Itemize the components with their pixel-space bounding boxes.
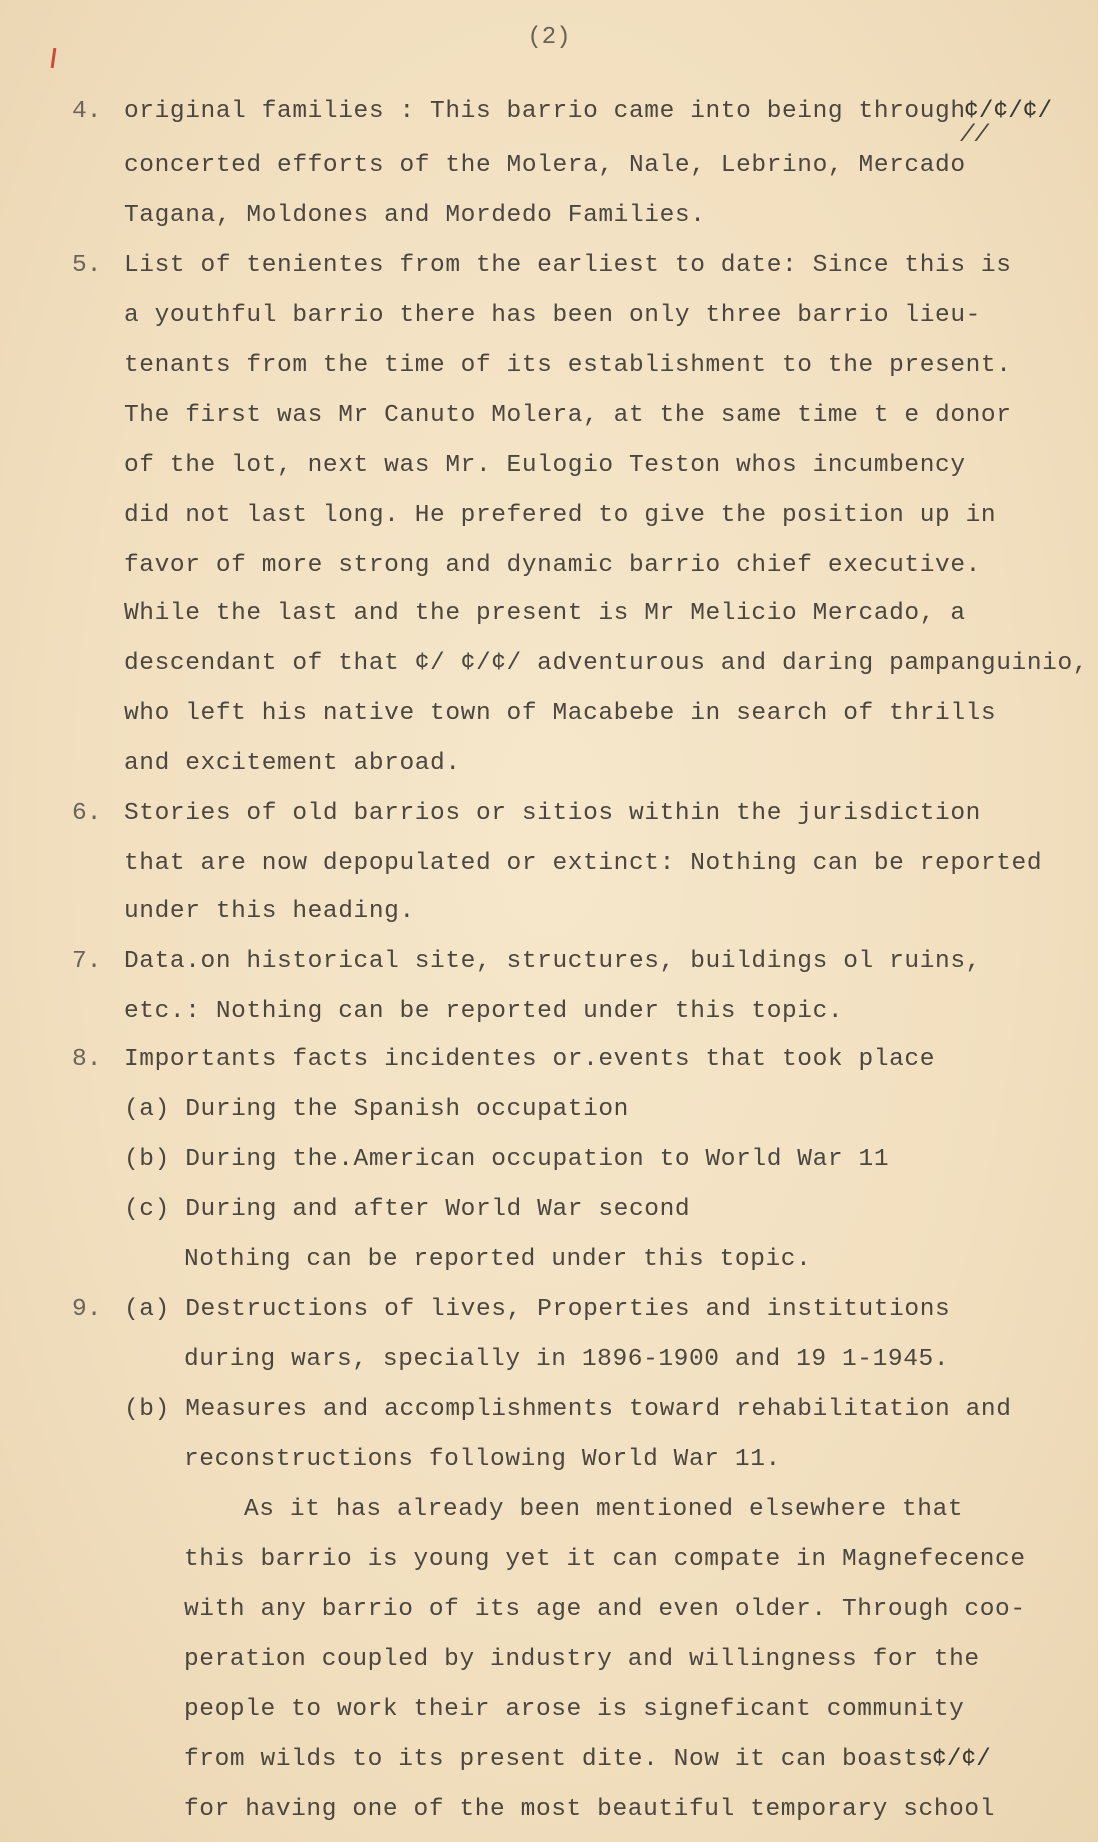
text-line: Stories of old barrios or sitios within the jurisdiction — [124, 800, 981, 827]
text-line: this barrio is young yet it can compate in Magnefecence — [184, 1546, 1026, 1573]
text-line: The first was Mr Canuto Molera, at the same time t e donor — [124, 402, 1012, 429]
text-line: While the last and the present is Mr Melicio Mercado, a — [124, 600, 966, 627]
text-line: of the lot, next was Mr. Eulogio Teston whos incumbency — [124, 452, 966, 479]
text-line: peration coupled by industry and willingness for the — [184, 1646, 980, 1673]
text-line: As it has already been mentioned elsewhere that — [244, 1496, 964, 1523]
text-line: under this heading. — [124, 898, 415, 925]
text-line: tenants from the time of its establishment to the present. — [124, 352, 1012, 379]
text-line: and excitement abroad. — [124, 750, 461, 777]
text-line: from wilds to its present dite. Now it can boasts — [184, 1746, 934, 1773]
text-line: a youthful barrio there has been only three barrio lieu- — [124, 302, 981, 329]
text-line: Importants facts incidentes or.events that took place — [124, 1046, 936, 1073]
text-line: (b) Measures and accomplishments toward rehabilitation and — [124, 1396, 1012, 1423]
item-number: 5. — [72, 252, 102, 279]
struck-text: ¢/¢/ — [932, 1746, 991, 1773]
text-line: with any barrio of its age and even older. Through coo- — [184, 1596, 1026, 1623]
text-line: Data.on historical site, structures, buildings ol ruins, — [124, 948, 981, 975]
text-line: (a) Destructions of lives, Properties and institutions — [124, 1296, 951, 1323]
text-line: Nothing can be reported under this topic. — [184, 1246, 812, 1273]
margin-mark: // — [960, 122, 989, 149]
text-line: concerted efforts of the Molera, Nale, Lebrino, Mercado — [124, 152, 966, 179]
item-number: 9. — [72, 1296, 102, 1323]
text-line: people to work their arose is signeficant community — [184, 1696, 965, 1723]
text-line: List of tenientes from the earliest to date: Since this is — [124, 252, 1012, 279]
item-number: 4. — [72, 98, 102, 125]
text-line: favor of more strong and dynamic barrio chief executive. — [124, 552, 981, 579]
item-number: 6. — [72, 800, 102, 827]
text-line: Tagana, Moldones and Mordedo Families. — [124, 202, 706, 229]
text-line: that are now depopulated or extinct: Nothing can be reported — [124, 850, 1043, 877]
item-number: 7. — [72, 948, 102, 975]
text-line: (a) During the Spanish occupation — [124, 1096, 629, 1123]
text-line: who left his native town of Macabebe in search of thrills — [124, 700, 997, 727]
struck-text: ¢/¢/¢/ — [964, 98, 1053, 125]
text-line: descendant of that ¢/ ¢/¢/ adventurous and daring pampanguinio, — [124, 650, 1089, 677]
text-line: (c) During and after World War second — [124, 1196, 691, 1223]
text-line: etc.: Nothing can be reported under this topic. — [124, 998, 844, 1025]
text-line: original families : This barrio came into being through — [124, 98, 966, 125]
item-number: 8. — [72, 1046, 102, 1073]
text-line: reconstructions following World War 11. — [184, 1446, 781, 1473]
text-line: did not last long. He prefered to give the position up in — [124, 502, 997, 529]
text-line: for having one of the most beautiful temporary school — [184, 1796, 996, 1823]
page-number: (2) — [527, 24, 571, 51]
text-line: during wars, specially in 1896-1900 and 19 1-1945. — [184, 1346, 950, 1373]
text-line: (b) During the.American occupation to World War 11 — [124, 1146, 890, 1173]
